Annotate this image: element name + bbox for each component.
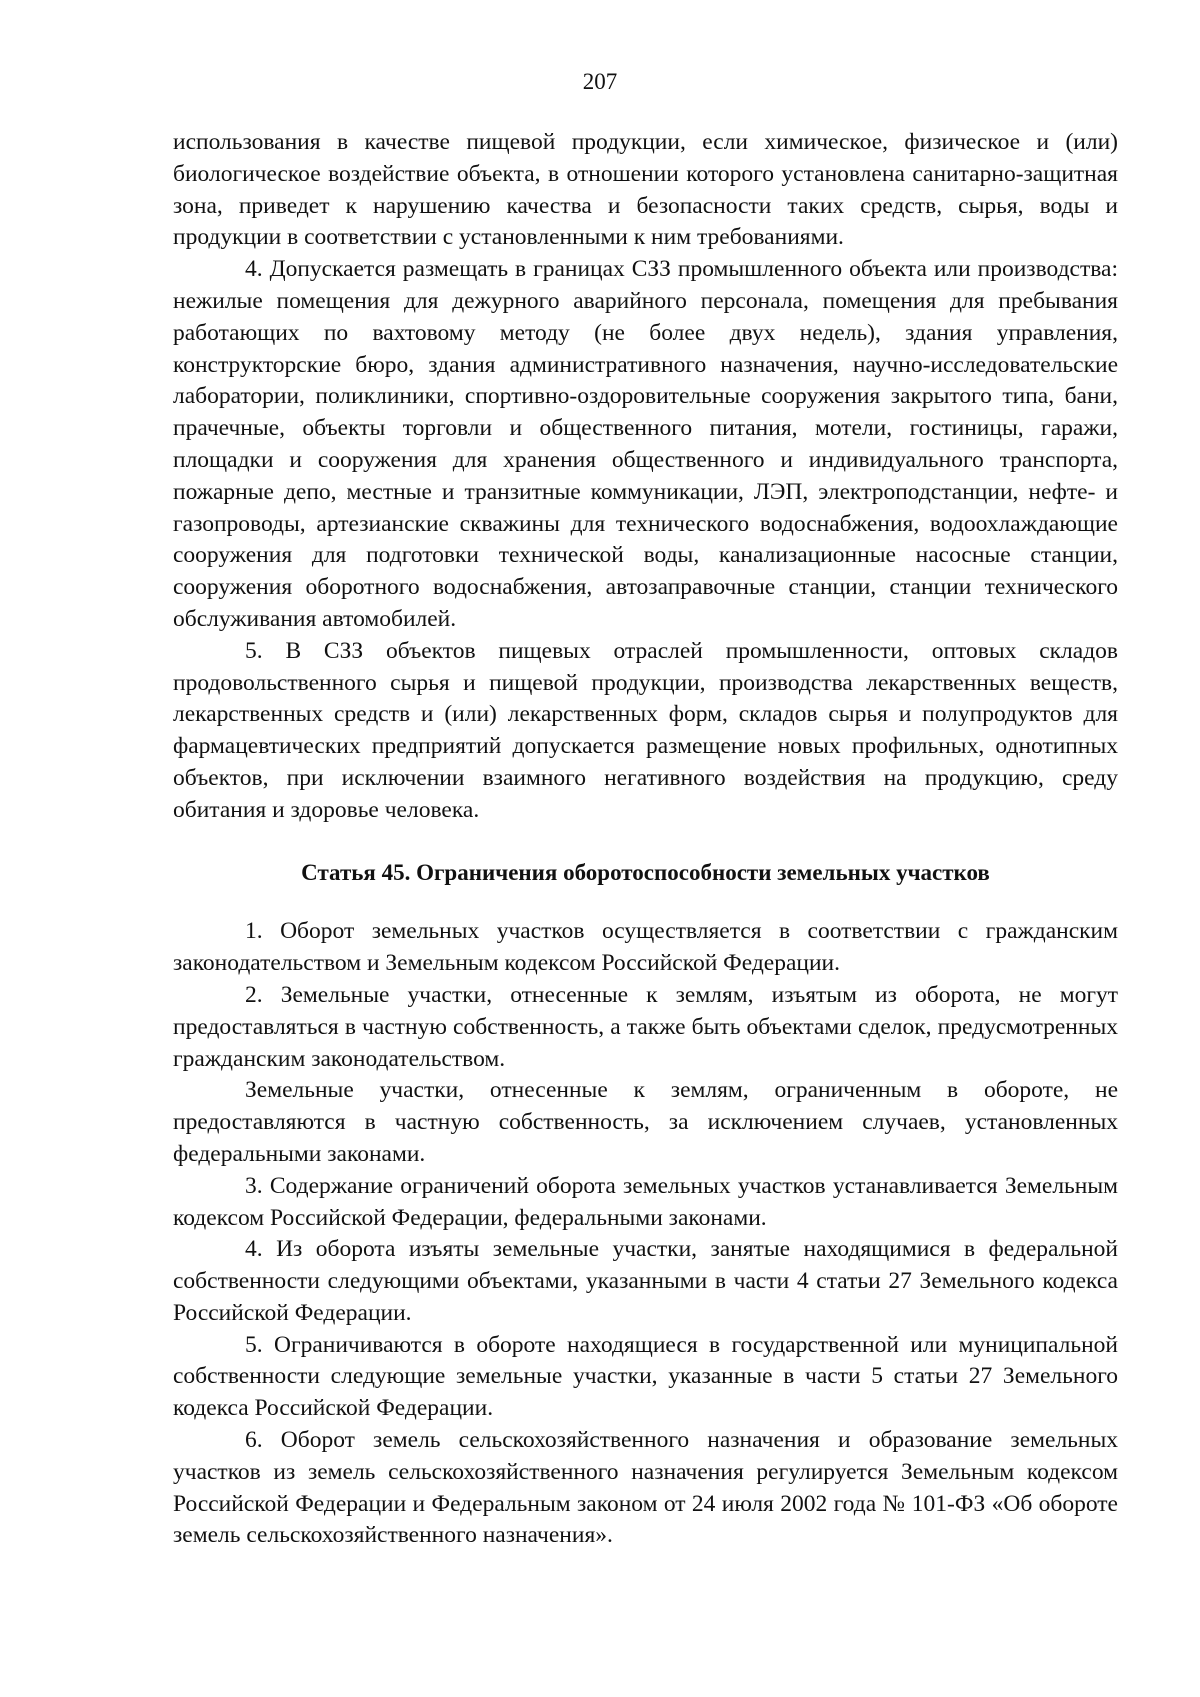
article-heading: Статья 45. Ограничения оборотоспособности земельных участков xyxy=(301,859,990,885)
document-body xyxy=(173,127,1118,1552)
paragraph-item-5: 5. В СЗЗ объектов пищевых отраслей промышленности, оптовых складов продовольственного сырья и пищевой продукции, производства лекарственных веществ, лекарственных средств и (или) лекарственных форм, складов сырья и полупродуктов для фармацевтических предприятий допускается размещение новых профильных, однотипных объектов, при исключении взаимного негативного воздействия на продукцию, среду обитания и здоровье человека. xyxy=(173,637,1118,823)
paragraph-item-4: 4. Допускается размещать в границах СЗЗ промышленного объекта или производства: нежилые помещения для дежурного аварийного персонала, помещения для пребывания работающих по вахтовому методу (не более двух недель), здания управления, конструкторские бюро, здания административного назначения, научно-исследовательские лаборатории, поликлиники, спортивно-оздоровительные сооружения закрытого типа, бани, прачечные, объекты торговли и общественного питания, мотели, гостиницы, гаражи, площадки и сооружения для хранения общественного и индивидуального транспорта, пожарные депо, местные и транзитные коммуникации, ЛЭП, электроподстанции, нефте- и газопроводы, артезианские скважины для технического водоснабжения, водоохлаждающие сооружения для подготовки технической воды, канализационные насосные станции, сооружения оборотного водоснабжения, автозаправочные станции, станции технического обслуживания автомобилей. xyxy=(173,256,1118,632)
article-paragraph-1: 1. Оборот земельных участков осуществляется в соответствии с гражданским законодательством и Земельным кодексом Российской Федерации. xyxy=(173,918,1118,977)
article-paragraph-3: 3. Содержание ограничений оборота земельных участков устанавливается Земельным кодексом Российской Федерации, федеральными законами. xyxy=(173,1172,1118,1231)
article-paragraph-2-continued: Земельные участки, отнесенные к землям, ограниченным в обороте, не предоставляются в частную собственность, за исключением случаев, установленных федеральными законами. xyxy=(173,1077,1118,1167)
article-paragraph-6: 6. Оборот земель сельскохозяйственного назначения и образование земельных участков из земель сельскохозяйственного назначения регулируется Земельным кодексом Российской Федерации и Федеральным законом от 24 июля 2002 года № 101-ФЗ «Об обороте земель сельскохозяйственного назначения». xyxy=(173,1427,1118,1549)
page-number: 207 xyxy=(582,69,618,94)
article-paragraph-4: 4. Из оборота изъяты земельные участки, занятые находящимися в федеральной собственности следующими объектами, указанными в части 4 статьи 27 Земельного кодекса Российской Федерации. xyxy=(173,1236,1118,1326)
article-paragraph-2: 2. Земельные участки, отнесенные к землям, изъятым из оборота, не могут предоставляться в частную собственность, а также быть объектами сделок, предусмотренных гражданским законодательством. xyxy=(173,981,1118,1072)
paragraph-continuation: использования в качестве пищевой продукции, если химическое, физическое и (или) биологическое воздействие объекта, в отношении которого установлена санитарно-защитная зона, приведет к нарушению качества и безопасности таких средств, сырья, воды и продукции в соответствии с установленными к ним требованиями. xyxy=(173,129,1118,251)
article-paragraph-5: 5. Ограничиваются в обороте находящиеся в государственной или муниципальной собственности следующие земельные участки, указанные в части 5 статьи 27 Земельного кодекса Российской Федерации. xyxy=(173,1331,1118,1422)
